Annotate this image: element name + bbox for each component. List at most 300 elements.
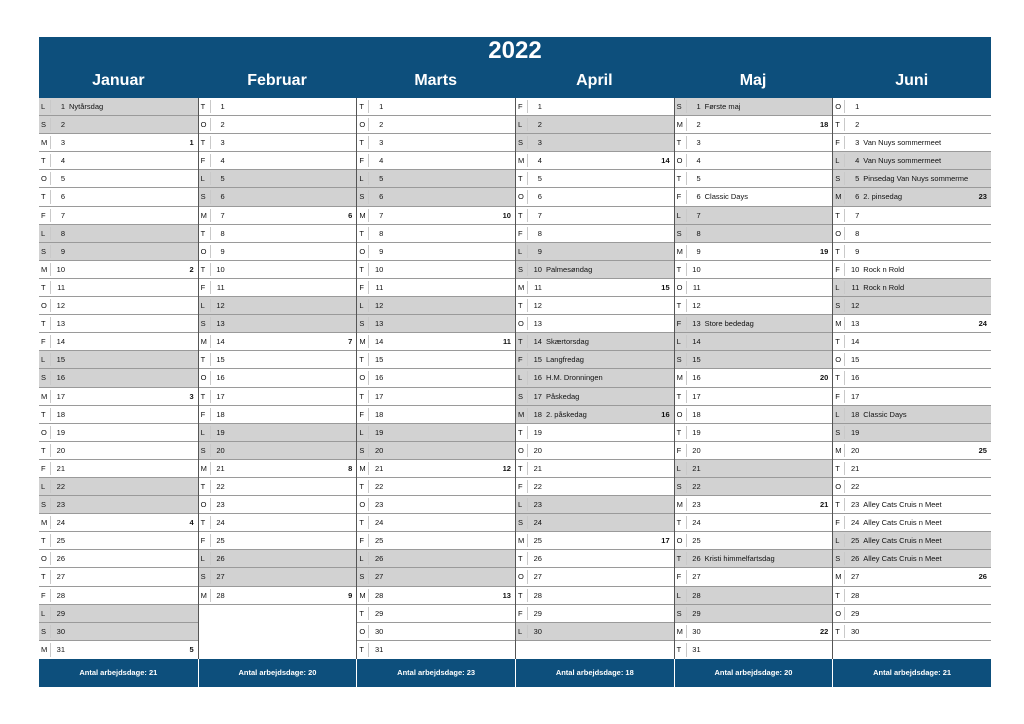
day-row[interactable] <box>675 225 833 243</box>
cell-divider <box>210 426 211 439</box>
day-number: 11 <box>692 282 701 292</box>
day-number: 2 <box>696 120 701 130</box>
cell-divider <box>686 570 687 583</box>
cell-divider <box>686 589 687 602</box>
day-row[interactable] <box>199 315 357 333</box>
week-number: 2 <box>189 264 194 274</box>
day-row[interactable] <box>199 225 357 243</box>
cell-divider <box>210 498 211 511</box>
day-row[interactable] <box>833 351 991 369</box>
day-row[interactable] <box>675 460 833 478</box>
cell-divider <box>210 209 211 222</box>
day-row[interactable] <box>357 225 515 243</box>
day-row[interactable] <box>357 98 515 116</box>
day-row[interactable] <box>516 605 674 623</box>
day-number: 14 <box>216 337 225 347</box>
cell-divider <box>50 263 51 276</box>
weekday-letter: O <box>835 608 842 618</box>
day-row[interactable] <box>39 134 198 152</box>
day-row[interactable] <box>833 243 991 261</box>
weekday-letter: S <box>835 427 841 437</box>
day-row[interactable] <box>39 297 198 315</box>
day-row[interactable] <box>833 605 991 623</box>
day-row[interactable] <box>199 587 357 605</box>
day-row[interactable] <box>516 442 674 460</box>
cell-divider <box>686 118 687 131</box>
cell-divider <box>210 408 211 421</box>
day-row[interactable] <box>199 243 357 261</box>
day-number: 12 <box>56 301 65 311</box>
day-row[interactable] <box>199 170 357 188</box>
day-row[interactable] <box>675 134 833 152</box>
day-row[interactable] <box>357 406 515 424</box>
day-row[interactable] <box>516 496 674 514</box>
day-row[interactable] <box>357 605 515 623</box>
day-number: 7 <box>537 210 542 220</box>
week-number: 7 <box>348 337 353 347</box>
weekday-letter: T <box>200 228 206 238</box>
weekday-letter: S <box>676 608 682 618</box>
day-row[interactable] <box>516 134 674 152</box>
day-row[interactable] <box>675 297 833 315</box>
day-number: 22 <box>692 481 701 491</box>
day-row[interactable] <box>39 388 198 406</box>
day-row[interactable] <box>833 261 991 279</box>
cell-divider <box>527 190 528 203</box>
day-row[interactable] <box>357 152 515 170</box>
day-row[interactable] <box>675 406 833 424</box>
day-row[interactable] <box>357 388 515 406</box>
cell-divider <box>844 209 845 222</box>
day-row[interactable] <box>39 514 198 532</box>
day-row[interactable] <box>199 188 357 206</box>
day-number: 21 <box>692 463 701 473</box>
day-row[interactable] <box>833 279 991 297</box>
cell-divider <box>844 371 845 384</box>
day-row[interactable] <box>675 315 833 333</box>
day-row[interactable] <box>39 369 198 387</box>
day-number: 31 <box>692 644 701 654</box>
day-number: 27 <box>56 572 65 582</box>
weekday-letter: F <box>517 481 523 491</box>
day-row[interactable] <box>39 568 198 586</box>
day-row[interactable] <box>357 550 515 568</box>
day-row[interactable] <box>199 388 357 406</box>
day-number: 10 <box>374 264 384 274</box>
day-row[interactable] <box>357 568 515 586</box>
day-number: 9 <box>537 246 542 256</box>
weekday-letter: F <box>41 463 46 473</box>
day-row[interactable] <box>516 170 674 188</box>
day-row[interactable] <box>39 98 198 116</box>
weekday-letter: F <box>517 608 523 618</box>
day-row[interactable] <box>516 369 674 387</box>
weekday-letter: O <box>517 319 524 329</box>
day-row[interactable] <box>357 514 515 532</box>
day-row[interactable] <box>833 478 991 496</box>
day-row[interactable] <box>357 478 515 496</box>
day-row[interactable] <box>199 442 357 460</box>
day-row[interactable] <box>516 514 674 532</box>
day-number: 25 <box>56 536 65 546</box>
day-row[interactable] <box>833 297 991 315</box>
day-row[interactable] <box>833 514 991 532</box>
weekday-letter: T <box>200 391 206 401</box>
day-row[interactable] <box>357 351 515 369</box>
cell-divider <box>50 498 51 511</box>
day-row[interactable] <box>516 388 674 406</box>
day-row[interactable] <box>357 496 515 514</box>
week-number: 19 <box>819 246 829 256</box>
day-row[interactable] <box>675 605 833 623</box>
cell-divider <box>527 390 528 403</box>
day-row[interactable] <box>39 351 198 369</box>
day-row[interactable] <box>39 315 198 333</box>
week-number: 23 <box>978 192 987 202</box>
cell-divider <box>50 589 51 602</box>
cell-divider <box>844 570 845 583</box>
cell-divider <box>527 353 528 366</box>
day-row[interactable] <box>833 568 991 586</box>
day-row[interactable] <box>39 333 198 351</box>
day-row[interactable] <box>675 369 833 387</box>
weekday-letter: O <box>835 481 842 491</box>
calendar-grid <box>39 98 991 659</box>
weekday-letter: L <box>200 174 205 184</box>
cell-divider <box>210 552 211 565</box>
day-row[interactable] <box>516 587 674 605</box>
day-row[interactable] <box>516 315 674 333</box>
day-row[interactable] <box>675 388 833 406</box>
day-row[interactable] <box>199 478 357 496</box>
day-row[interactable] <box>39 188 198 206</box>
weekday-letter: T <box>359 138 364 148</box>
day-row[interactable] <box>833 496 991 514</box>
weekday-letter: L <box>41 481 46 491</box>
day-row[interactable] <box>833 98 991 116</box>
cell-divider <box>210 118 211 131</box>
day-row[interactable] <box>516 297 674 315</box>
day-row[interactable] <box>516 152 674 170</box>
day-number: 4 <box>696 156 701 166</box>
day-row[interactable] <box>357 587 515 605</box>
day-row[interactable] <box>199 297 357 315</box>
cell-divider <box>844 390 845 403</box>
day-row[interactable] <box>39 261 198 279</box>
cell-divider <box>527 245 528 258</box>
day-number: 23 <box>692 500 701 510</box>
month-column <box>832 98 991 659</box>
day-number: 22 <box>56 481 65 491</box>
cell-divider <box>844 498 845 511</box>
day-number: 4 <box>855 156 860 166</box>
day-row[interactable] <box>199 152 357 170</box>
cell-divider <box>368 245 369 258</box>
day-row[interactable] <box>675 442 833 460</box>
day-row[interactable] <box>199 514 357 532</box>
day-row[interactable] <box>833 333 991 351</box>
cell-divider <box>368 317 369 330</box>
day-row[interactable] <box>675 478 833 496</box>
day-row[interactable] <box>39 641 198 659</box>
day-row[interactable] <box>675 641 833 659</box>
cell-divider <box>686 426 687 439</box>
weekday-letter: F <box>41 210 46 220</box>
day-row[interactable] <box>516 333 674 351</box>
cell-divider <box>527 317 528 330</box>
weekday-letter: T <box>676 644 682 654</box>
day-row[interactable] <box>357 207 515 225</box>
day-row[interactable] <box>516 225 674 243</box>
day-row[interactable] <box>357 424 515 442</box>
day-row[interactable] <box>833 550 991 568</box>
week-number: 16 <box>661 409 670 419</box>
weekday-letter: S <box>359 319 365 329</box>
day-row[interactable] <box>516 623 674 641</box>
cell-divider <box>50 625 51 638</box>
day-row[interactable] <box>675 587 833 605</box>
day-row[interactable] <box>39 243 198 261</box>
day-row[interactable] <box>199 261 357 279</box>
day-row[interactable] <box>357 442 515 460</box>
day-row[interactable] <box>675 333 833 351</box>
day-number: 18 <box>850 409 860 419</box>
day-row[interactable] <box>199 98 357 116</box>
weekday-letter: S <box>517 138 523 148</box>
day-number: 25 <box>216 536 225 546</box>
day-row[interactable] <box>357 170 515 188</box>
day-row[interactable] <box>516 98 674 116</box>
day-row[interactable] <box>516 207 674 225</box>
day-row[interactable] <box>675 207 833 225</box>
cell-divider <box>686 100 687 113</box>
day-row[interactable] <box>675 261 833 279</box>
cell-divider <box>844 100 845 113</box>
weekday-letter: T <box>359 264 364 274</box>
day-row[interactable] <box>516 188 674 206</box>
day-row[interactable] <box>833 406 991 424</box>
day-number: 21 <box>374 463 384 473</box>
day-row[interactable] <box>199 333 357 351</box>
day-row[interactable] <box>357 460 515 478</box>
day-row[interactable] <box>357 333 515 351</box>
day-row[interactable] <box>199 134 357 152</box>
day-row[interactable] <box>39 478 198 496</box>
day-number: 9 <box>379 246 384 256</box>
day-row[interactable] <box>357 188 515 206</box>
day-row[interactable] <box>39 225 198 243</box>
day-row[interactable] <box>199 460 357 478</box>
day-row[interactable] <box>675 170 833 188</box>
day-row[interactable] <box>675 568 833 586</box>
day-row[interactable] <box>357 532 515 550</box>
cell-divider <box>50 371 51 384</box>
day-row[interactable] <box>39 170 198 188</box>
day-row[interactable] <box>357 134 515 152</box>
day-row[interactable] <box>199 351 357 369</box>
day-row[interactable] <box>833 315 991 333</box>
day-row[interactable] <box>357 116 515 134</box>
day-row[interactable] <box>199 116 357 134</box>
weekday-letter: T <box>359 518 364 528</box>
day-row[interactable] <box>199 550 357 568</box>
day-number: 16 <box>216 373 225 383</box>
day-row[interactable] <box>516 478 674 496</box>
day-row[interactable] <box>833 532 991 550</box>
weekday-letter: T <box>517 337 523 347</box>
day-row[interactable] <box>39 424 198 442</box>
weekday-letter: O <box>41 427 47 437</box>
cell-divider <box>210 570 211 583</box>
day-row[interactable] <box>516 116 674 134</box>
day-number: 3 <box>855 138 860 148</box>
cell-divider <box>368 263 369 276</box>
day-row[interactable] <box>199 207 357 225</box>
weekday-letter: F <box>517 228 523 238</box>
day-row[interactable] <box>39 532 198 550</box>
day-row[interactable] <box>833 225 991 243</box>
workdays-count: Antal arbejdsdage: 20 <box>198 659 357 687</box>
day-row[interactable] <box>516 460 674 478</box>
day-row[interactable] <box>833 207 991 225</box>
weekday-letter: M <box>359 337 366 347</box>
day-row[interactable] <box>833 388 991 406</box>
cell-divider <box>844 353 845 366</box>
day-number: 12 <box>850 301 860 311</box>
day-row[interactable] <box>675 152 833 170</box>
day-row[interactable] <box>675 514 833 532</box>
day-row[interactable] <box>39 116 198 134</box>
cell-divider <box>686 245 687 258</box>
day-row[interactable] <box>675 116 833 134</box>
day-row[interactable] <box>199 369 357 387</box>
day-row[interactable] <box>833 442 991 460</box>
weekday-letter: L <box>359 554 364 564</box>
day-row[interactable] <box>39 460 198 478</box>
weekday-letter: L <box>359 174 364 184</box>
day-row[interactable] <box>833 587 991 605</box>
cell-divider <box>368 426 369 439</box>
day-row[interactable] <box>675 188 833 206</box>
day-row[interactable] <box>199 279 357 297</box>
weekday-letter: F <box>835 138 840 148</box>
day-row[interactable] <box>833 152 991 170</box>
day-row[interactable] <box>357 297 515 315</box>
day-number: 13 <box>850 319 860 329</box>
weekday-letter: O <box>359 246 366 256</box>
day-row[interactable] <box>357 641 515 659</box>
day-row[interactable] <box>357 369 515 387</box>
day-row[interactable] <box>39 406 198 424</box>
day-row[interactable] <box>675 623 833 641</box>
day-row[interactable] <box>833 134 991 152</box>
weekday-letter: S <box>41 246 47 256</box>
day-number: 11 <box>375 282 384 292</box>
day-row[interactable] <box>39 587 198 605</box>
day-row[interactable] <box>39 442 198 460</box>
day-row[interactable] <box>516 568 674 586</box>
day-row[interactable] <box>199 406 357 424</box>
day-note: Langfredag <box>545 355 584 365</box>
day-row[interactable] <box>199 568 357 586</box>
day-row[interactable] <box>675 424 833 442</box>
week-number: 20 <box>819 373 829 383</box>
day-row[interactable] <box>357 261 515 279</box>
weekday-letter: L <box>835 409 840 419</box>
day-row[interactable] <box>833 116 991 134</box>
day-number: 31 <box>374 644 384 654</box>
day-row[interactable] <box>516 261 674 279</box>
day-row[interactable] <box>516 406 674 424</box>
cell-divider <box>50 426 51 439</box>
day-number: 2 <box>379 120 384 130</box>
day-row[interactable] <box>357 315 515 333</box>
day-row[interactable] <box>357 623 515 641</box>
weekday-letter: M <box>676 500 683 510</box>
day-number: 29 <box>374 608 384 618</box>
day-row[interactable] <box>675 496 833 514</box>
day-number: 9 <box>60 246 65 256</box>
day-row[interactable] <box>39 207 198 225</box>
day-number: 12 <box>216 301 225 311</box>
day-row[interactable] <box>39 550 198 568</box>
day-row[interactable] <box>833 623 991 641</box>
day-row[interactable] <box>675 351 833 369</box>
cell-divider <box>686 353 687 366</box>
day-row[interactable] <box>357 279 515 297</box>
day-row[interactable] <box>199 496 357 514</box>
day-number: 22 <box>374 481 384 491</box>
cell-divider <box>50 444 51 457</box>
day-row[interactable] <box>833 170 991 188</box>
weekday-letter: T <box>359 355 364 365</box>
day-row <box>199 623 357 641</box>
day-row[interactable] <box>357 243 515 261</box>
day-row[interactable] <box>516 351 674 369</box>
cell-divider <box>50 353 51 366</box>
day-row[interactable] <box>516 424 674 442</box>
day-row[interactable] <box>39 496 198 514</box>
day-row[interactable] <box>833 460 991 478</box>
day-row[interactable] <box>39 605 198 623</box>
day-row[interactable] <box>516 243 674 261</box>
week-number: 10 <box>502 210 511 220</box>
day-number: 15 <box>216 355 225 365</box>
day-row[interactable] <box>199 424 357 442</box>
weekday-letter: T <box>517 463 523 473</box>
day-number: 25 <box>374 536 384 546</box>
day-row[interactable] <box>516 532 674 550</box>
day-row[interactable] <box>516 550 674 568</box>
cell-divider <box>210 136 211 149</box>
day-row[interactable] <box>833 424 991 442</box>
day-row[interactable] <box>675 98 833 116</box>
weekday-letter: F <box>359 282 364 292</box>
day-row[interactable] <box>516 279 674 297</box>
cell-divider <box>50 154 51 167</box>
day-row[interactable] <box>39 279 198 297</box>
day-row[interactable] <box>675 532 833 550</box>
day-row[interactable] <box>39 152 198 170</box>
cell-divider <box>50 408 51 421</box>
day-row[interactable] <box>833 369 991 387</box>
day-row[interactable] <box>833 188 991 206</box>
day-row[interactable] <box>199 532 357 550</box>
day-row[interactable] <box>675 279 833 297</box>
day-row[interactable] <box>675 550 833 568</box>
day-row[interactable] <box>39 623 198 641</box>
day-row[interactable] <box>675 243 833 261</box>
